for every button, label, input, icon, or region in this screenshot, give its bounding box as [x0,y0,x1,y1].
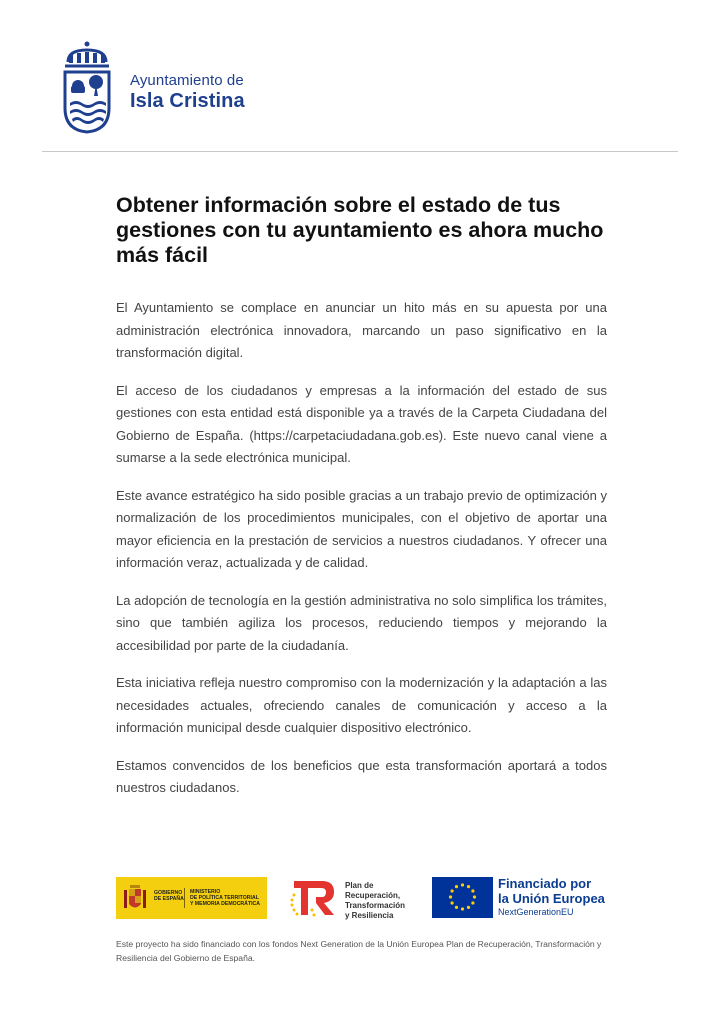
eu-funding-logo [432,875,616,921]
plan-label-line2: Recuperación, [345,891,401,900]
ministerio-label-line1: MINISTERIO [190,889,221,895]
ministerio-label-line3: Y MEMORIA DEMOCRÁTICA [190,901,261,907]
plan-label-line4: y Resiliencia [345,911,394,920]
header-divider [42,151,678,152]
funding-logos [116,875,616,921]
spain-coat-of-arms-icon [122,882,148,914]
funding-note: Este proyecto ha sido financiado con los fondos Next Generation de la Unión Europea Plan de Recuperación, Transformación y Resiliencia del Gobierno de España. [116,939,602,963]
paragraph-5: Esta iniciativa refleja nuestro compromiso con la modernización y la adaptación a las necesidades actuales, ofreciendo canales de comunicación y acceso a la información municipal desde cualquier dispositivo electrónico. [116,675,607,735]
logo-separator [184,888,185,908]
gobierno-label [154,890,184,902]
gobierno-label-line1: GOBIERNO [154,890,183,896]
organization-name-line1: Ayuntamiento de [130,72,244,89]
organization-name [130,73,245,111]
paragraph-2: El acceso de los ciudadanos y empresas a la información del estado de sus gestiones con esta entidad está disponible ya a través de la Carpeta Ciudadana del Gobierno de España. (https://carpetaciudadana.gob.es). Este nuevo canal viene a sumarse a la sede electrónica municipal. [116,382,607,465]
paragraph-6: Estamos convencidos de los beneficios que esta transformación aportará a todos nuestros ciudadanos. [116,757,607,795]
plan-label-line1: Plan de [345,881,374,890]
page-header [62,40,362,135]
ministerio-label-line2: DE POLÍTICA TERRITORIAL [190,895,259,901]
gobierno-espana-logo [116,877,267,919]
organization-name-line2: Isla Cristina [130,90,245,112]
paragraph-3: Este avance estratégico ha sido posible gracias a un trabajo previo de optimización y normalización de los procedimientos municipales, con el objetivo de aportar una mayor eficiencia en la prestación de servicios a nuestros ciudadanos. Y ofrecer una información veraz, actualizada y de calidad. [116,487,607,570]
plan-recuperacion-label [345,881,405,921]
eu-label-line1: Financiado por [498,876,592,891]
next-generation-label: NextGenerationEU [498,907,574,917]
gobierno-label-line2: DE ESPAÑA [154,896,184,902]
article-title: Obtener información sobre el estado de tus gestiones con tu ayuntamiento es ahora mucho más fácil [116,193,604,267]
prtr-logo-icon [288,877,338,919]
plan-label-line3: Transformación [345,901,406,910]
eu-financed-label [498,876,605,906]
eu-flag-icon [432,877,493,918]
plan-recuperacion-logo [288,875,428,921]
paragraph-4: La adopción de tecnología en la gestión administrativa no solo simplifica los trámites, sino que también agiliza los procesos, reduciendo tiempos y mejorando la accesibilidad por parte de la ciudadanía. [116,592,607,653]
article-body [116,297,607,815]
paragraph-1: El Ayuntamiento se complace en anunciar un hito más en su apuesta por una administración electrónica innovadora, marcando un paso significativo en la transformación digital. [116,300,607,360]
ministerio-label [190,889,260,907]
eu-label-line2: la Unión Europea [498,891,605,906]
coat-of-arms-icon [62,40,112,134]
